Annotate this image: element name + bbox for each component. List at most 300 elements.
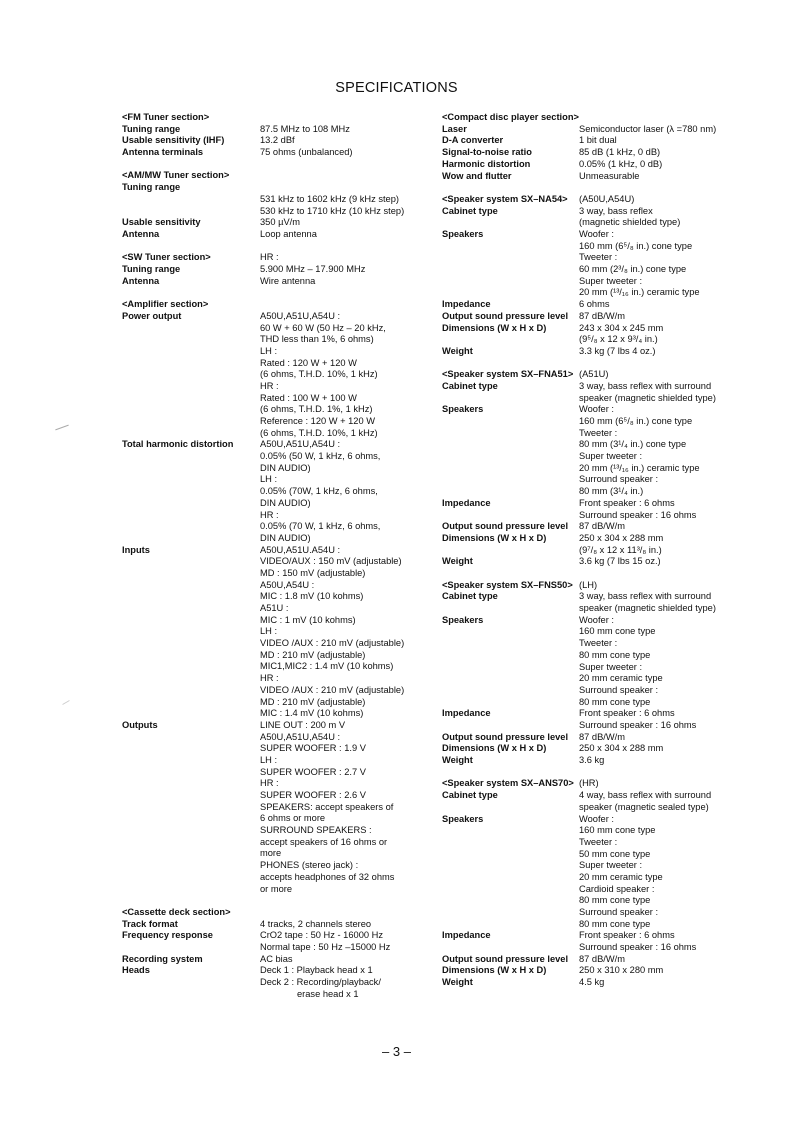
spec-values [579, 732, 762, 744]
spec-value-line: A50U,A51U,A54U : [260, 439, 341, 450]
spec-value-line: 4 tracks, 2 channels stereo [260, 918, 372, 929]
spec-label: Power output [122, 310, 182, 321]
spec-values [579, 159, 762, 171]
spec-values [579, 591, 762, 614]
spec-value-line: 3.3 kg (7 lbs 4 oz.) [579, 345, 656, 356]
spec-values [579, 229, 762, 299]
spec-values [579, 954, 762, 966]
page-title: SPECIFICATIONS [335, 80, 458, 96]
spec-section [122, 170, 422, 240]
spec-row [122, 147, 422, 159]
section-title-value: (A51U) [579, 369, 609, 380]
spec-value-line: 20 mm (¹³/₁₆ in.) ceramic type [579, 287, 700, 298]
spec-value-line: SURROUND SPEAKERS : [260, 825, 372, 836]
spec-row [442, 743, 762, 755]
section-title: <SW Tuner section> [122, 252, 211, 263]
spec-value-line: MIC1,MIC2 : 1.4 mV (10 kohms) [260, 661, 394, 672]
spec-section [122, 299, 422, 895]
spec-row [442, 708, 762, 731]
section-title-row [122, 252, 422, 264]
spec-value-line: THD less than 1%, 6 ohms) [260, 334, 374, 345]
section-title-row [122, 299, 422, 311]
spec-value-line: (6 ohms, T.H.D. 1%, 1 kHz) [260, 404, 373, 415]
spec-label: Dimensions (W x H x D) [442, 322, 547, 333]
section-title-value: HR : [260, 252, 279, 263]
spec-value-line: erase head x 1 [297, 988, 359, 999]
spec-value-line: HR : [260, 509, 279, 520]
spec-values [260, 124, 422, 136]
spec-value-line: 250 x 310 x 280 mm [579, 965, 664, 976]
spec-values [260, 135, 422, 147]
spec-value-line: DIN AUDIO) [260, 462, 311, 473]
spec-row [122, 954, 422, 966]
spec-value-line: 87 dB/W/m [579, 521, 625, 532]
spec-value-line: 0.05% (50 W, 1 kHz, 6 ohms, [260, 451, 381, 462]
spec-values [260, 720, 422, 895]
spec-value-line: Deck 2 : Recording/playback/ [260, 977, 381, 988]
section-title: <Amplifier section> [122, 299, 209, 310]
spec-label: Track format [122, 918, 178, 929]
spec-value-line: PHONES (stereo jack) : [260, 860, 359, 871]
spec-value-line: 75 ohms (unbalanced) [260, 147, 353, 158]
spec-value-line: DIN AUDIO) [260, 532, 311, 543]
spec-values [579, 521, 762, 533]
spec-value-line: 20 mm (¹³/₁₆ in.) ceramic type [579, 462, 700, 473]
spec-value-line: 20 mm ceramic type [579, 871, 663, 882]
spec-values [579, 755, 762, 767]
spec-label: Antenna [122, 275, 160, 286]
spec-label: Dimensions (W x H x D) [442, 532, 547, 543]
spec-row [122, 930, 422, 953]
spec-label: Weight [442, 556, 473, 567]
spec-value-line: HR : [260, 380, 279, 391]
spec-values [579, 346, 762, 358]
spec-value-line: SPEAKERS: accept speakers of [260, 801, 394, 812]
spec-value-line: speaker (magnetic sealed type) [579, 801, 709, 812]
page-number: – 3 – [382, 1044, 411, 1059]
spec-value-line: 243 x 304 x 245 mm [579, 322, 664, 333]
spec-label: D-A converter [442, 135, 504, 146]
spec-label: Cabinet type [442, 790, 498, 801]
spec-value-line: speaker (magnetic shielded type) [579, 603, 716, 614]
section-title-row [122, 112, 422, 124]
spec-row [442, 533, 762, 556]
spec-label: Output sound pressure level [442, 521, 569, 532]
spec-value-line: 4 way, bass reflex with surround [579, 790, 712, 801]
left-column [122, 112, 422, 1000]
spec-row [442, 206, 762, 229]
spec-label: Speakers [442, 614, 484, 625]
spec-label: Impedance [442, 708, 491, 719]
spec-value-line: 0.05% (70W, 1 kHz, 6 ohms, [260, 486, 378, 497]
spec-label: Harmonic distortion [442, 158, 531, 169]
spec-value-line: 1 bit dual [579, 135, 617, 146]
spec-label: Frequency response [122, 930, 213, 941]
spec-label: Antenna terminals [122, 147, 204, 158]
spec-value-line: 87 dB/W/m [579, 731, 625, 742]
spec-value-line: (magnetic shielded type) [579, 217, 681, 228]
spec-values [579, 498, 762, 521]
spec-value-line: Surround speaker : [579, 474, 659, 485]
spec-value-line: 531 kHz to 1602 kHz (9 kHz step) [260, 193, 399, 204]
right-column [442, 112, 762, 989]
spec-value-line: 350 µV/m [260, 217, 300, 228]
spec-values [260, 545, 422, 720]
spec-value-line: 5.900 MHz – 17.900 MHz [260, 264, 366, 275]
spec-row [442, 615, 762, 709]
spec-values [579, 743, 762, 755]
spec-values [260, 147, 422, 159]
spec-value-line: A50U,A51U,A54U : [260, 310, 341, 321]
spec-label: Outputs [122, 719, 158, 730]
spec-value-line: more [260, 848, 282, 859]
spec-value-line: accepts headphones of 32 ohms [260, 871, 395, 882]
spec-value-line: Unmeasurable [579, 170, 640, 181]
spec-label: Speakers [442, 813, 484, 824]
spec-value-line: speaker (magnetic shielded type) [579, 392, 716, 403]
spec-value-line [260, 182, 422, 194]
spec-row [442, 159, 762, 171]
spec-value-line: (9⁵/₈ x 12 x 9³/₄ in.) [579, 334, 658, 345]
spec-value-line: Woofer : [579, 228, 614, 239]
spec-value-line: 60 mm (2³/₈ in.) cone type [579, 264, 687, 275]
spec-label: Impedance [442, 497, 491, 508]
spec-label: Weight [442, 345, 473, 356]
spec-values [579, 124, 762, 136]
section-title: <Speaker system SX–FNS50> [442, 579, 573, 590]
spec-values [579, 790, 762, 813]
spec-row [442, 930, 762, 953]
spec-section [442, 580, 762, 767]
spec-values [579, 147, 762, 159]
spec-value-line: 6 ohms [579, 299, 610, 310]
section-title-value: (HR) [579, 778, 599, 789]
spec-values [260, 264, 422, 276]
spec-values [260, 930, 422, 953]
spec-label: Speakers [442, 228, 484, 239]
spec-value-line: 13.2 dBf [260, 135, 295, 146]
spec-label: Tuning range [122, 182, 181, 193]
spec-value-line: VIDEO /AUX : 210 mV (adjustable) [260, 684, 405, 695]
spec-values [260, 311, 422, 440]
spec-value-line: 20 mm ceramic type [579, 673, 663, 684]
spec-label: Tuning range [122, 123, 181, 134]
spec-value-line: HR : [260, 778, 279, 789]
spec-value-line: SUPER WOOFER : 1.9 V [260, 743, 366, 754]
spec-value-line: (6 ohms, T.H.D. 10%, 1 kHz) [260, 369, 378, 380]
spec-value-line: LH : [260, 474, 278, 485]
spec-label: Heads [122, 965, 150, 976]
spec-row [442, 229, 762, 299]
spec-section [122, 907, 422, 1001]
spec-values [260, 217, 422, 229]
spec-value-line: (6 ohms, T.H.D. 10%, 1 kHz) [260, 427, 378, 438]
spec-label: Cabinet type [442, 380, 498, 391]
spec-value-line: 160 mm cone type [579, 825, 656, 836]
spec-value-line: Tweeter : [579, 638, 618, 649]
section-title-value: (LH) [579, 579, 598, 590]
spec-value-line: 530 kHz to 1710 kHz (10 kHz step) [260, 205, 405, 216]
spec-section [442, 194, 762, 358]
spec-row [442, 556, 762, 568]
spec-value-line: 160 mm (6⁵/₈ in.) cone type [579, 416, 693, 427]
section-title-row [122, 907, 422, 919]
spec-section [122, 112, 422, 159]
spec-row [442, 171, 762, 183]
spec-values [579, 311, 762, 323]
spec-value-line: 87 dB/W/m [579, 310, 625, 321]
spec-label: Recording system [122, 953, 203, 964]
spec-label: Speakers [442, 404, 484, 415]
section-title: <Speaker system SX–FNA51> [442, 369, 574, 380]
spec-values [579, 977, 762, 989]
spec-value-line: Surround speaker : 16 ohms [579, 509, 697, 520]
spec-row [442, 404, 762, 498]
spec-value-line: MIC : 1.8 mV (10 kohms) [260, 591, 364, 602]
spec-row [442, 323, 762, 346]
spec-value-line: 80 mm cone type [579, 895, 651, 906]
spec-value-line: Semiconductor laser (λ =780 nm) [579, 123, 717, 134]
spec-row [442, 814, 762, 931]
spec-label: Signal-to-noise ratio [442, 147, 532, 158]
spec-value-line: SUPER WOOFER : 2.7 V [260, 766, 366, 777]
spec-row [122, 311, 422, 440]
section-title-row [442, 194, 762, 206]
spec-label: Weight [442, 977, 473, 988]
spec-row [122, 439, 422, 544]
spec-value-line: MD : 210 mV (adjustable) [260, 696, 366, 707]
spec-value-line: Normal tape : 50 Hz –15000 Hz [260, 941, 391, 952]
spec-values [260, 276, 422, 288]
spec-value-line: 3 way, bass reflex [579, 205, 653, 216]
spec-row [442, 732, 762, 744]
spec-value-line: Surround speaker : 16 ohms [579, 719, 697, 730]
spec-value-line: MD : 150 mV (adjustable) [260, 567, 366, 578]
spec-row [122, 545, 422, 720]
spec-row [122, 276, 422, 288]
spec-value-line: VIDEO /AUX : 210 mV (adjustable) [260, 638, 405, 649]
spec-value-line: Woofer : [579, 614, 614, 625]
spec-row [442, 135, 762, 147]
section-title: <FM Tuner section> [122, 112, 210, 122]
spec-value-line: Loop antenna [260, 228, 317, 239]
spec-row [442, 346, 762, 358]
spec-value-line: A50U,A54U : [260, 579, 315, 590]
spec-value-line: 3 way, bass reflex with surround [579, 591, 712, 602]
spec-value-line: 160 mm (6⁵/₈ in.) cone type [579, 240, 693, 251]
spec-value-line: 0.05% (70 W, 1 kHz, 6 ohms, [260, 521, 381, 532]
spec-value-line: LH : [260, 345, 278, 356]
spec-value-line: Woofer : [579, 813, 614, 824]
spec-value-line: SUPER WOOFER : 2.6 V [260, 790, 366, 800]
spec-value-line: MD : 210 mV (adjustable) [260, 649, 366, 660]
spec-row [442, 147, 762, 159]
spec-row [122, 720, 422, 895]
spec-value-line: Super tweeter : [579, 275, 643, 286]
section-title: <Cassette deck section> [122, 906, 231, 917]
spec-row [442, 790, 762, 813]
spec-section [442, 778, 762, 988]
spec-value-line: LINE OUT : 200 m V [260, 719, 346, 730]
spec-values [579, 556, 762, 568]
spec-value-line: 80 mm cone type [579, 696, 651, 707]
spec-label: Cabinet type [442, 205, 498, 216]
scan-mark [62, 700, 69, 705]
spec-value-line: 3.6 kg [579, 755, 605, 766]
spec-row [122, 182, 422, 217]
spec-value-line: 80 mm (3¹/₄ in.) [579, 486, 644, 497]
spec-values [260, 439, 422, 544]
spec-value-line: (9⁷/₈ x 12 x 11³/₈ in.) [579, 544, 662, 555]
spec-value-line: Surround speaker : [579, 907, 659, 918]
spec-row [122, 264, 422, 276]
spec-section [442, 112, 762, 182]
spec-label: Laser [442, 123, 467, 134]
spec-label: Dimensions (W x H x D) [442, 743, 547, 754]
spec-label: Wow and flutter [442, 170, 512, 181]
spec-value-line: Wire antenna [260, 275, 316, 286]
spec-values [260, 965, 422, 1000]
spec-values [579, 814, 762, 931]
spec-value-line: Tweeter : [579, 427, 618, 438]
spec-label: Total harmonic distortion [122, 439, 234, 450]
spec-values [579, 135, 762, 147]
spec-value-line: 85 dB (1 kHz, 0 dB) [579, 147, 661, 158]
spec-value-line: Woofer : [579, 404, 614, 415]
spec-label: Impedance [442, 299, 491, 310]
spec-value-line: A50U,A51U,A54U : [260, 731, 341, 742]
spec-values [260, 182, 422, 217]
spec-row [442, 755, 762, 767]
spec-value-line: 250 x 304 x 288 mm [579, 532, 664, 543]
spec-value-line: 160 mm cone type [579, 626, 656, 637]
spec-label: Output sound pressure level [442, 310, 569, 321]
spec-value-line: Front speaker : 6 ohms [579, 497, 675, 508]
spec-value-line: 0.05% (1 kHz, 0 dB) [579, 158, 663, 169]
spec-value-line: 4.5 kg [579, 977, 605, 988]
spec-value-line: 60 W + 60 W (50 Hz – 20 kHz, [260, 322, 386, 333]
spec-values [579, 615, 762, 709]
spec-row [442, 124, 762, 136]
spec-value-line: Tweeter : [579, 836, 618, 847]
spec-value-line: Super tweeter : [579, 860, 643, 871]
spec-row [442, 954, 762, 966]
spec-value-line: 80 mm (3¹/₄ in.) cone type [579, 439, 687, 450]
spec-value-line: 3.6 kg (7 lbs 15 oz.) [579, 556, 661, 567]
spec-row [122, 229, 422, 241]
spec-row [442, 498, 762, 521]
spec-value-line: or more [260, 883, 293, 894]
spec-value-line: MIC : 1.4 mV (10 kohms) [260, 708, 364, 719]
spec-value-line: Deck 1 : Playback head x 1 [260, 965, 373, 976]
spec-row [442, 977, 762, 989]
section-title-row [442, 369, 762, 381]
spec-row [442, 299, 762, 311]
section-title-row [442, 778, 762, 790]
spec-label: Output sound pressure level [442, 731, 569, 742]
spec-value-line: Reference : 120 W + 120 W [260, 416, 375, 426]
spec-value-line: A50U,A51U.A54U : [260, 544, 341, 555]
spec-value-line: 80 mm cone type [579, 649, 651, 660]
spec-value-line: 50 mm cone type [579, 848, 651, 859]
spec-section [442, 369, 762, 568]
spec-value-line: 3 way, bass reflex with surround [579, 380, 712, 391]
section-title: <Speaker system SX–NA54> [442, 193, 568, 204]
spec-values [579, 930, 762, 953]
spec-values [579, 381, 762, 404]
spec-value-line: MIC : 1 mV (10 kohms) [260, 614, 356, 625]
spec-values [260, 229, 422, 241]
spec-values [579, 299, 762, 311]
spec-label: Cabinet type [442, 591, 498, 602]
spec-row [122, 965, 422, 1000]
section-title-row [122, 170, 422, 182]
spec-value-line: CrO2 tape : 50 Hz - 16000 Hz [260, 930, 383, 941]
spec-value-line: LH : [260, 626, 278, 637]
spec-row [442, 521, 762, 533]
spec-row [442, 381, 762, 404]
spec-value-line: 87 dB/W/m [579, 953, 625, 964]
spec-section [122, 252, 422, 287]
spec-values [579, 965, 762, 977]
spec-values [579, 323, 762, 346]
section-title-row [442, 580, 762, 592]
scan-mark [55, 425, 68, 431]
spec-row [442, 591, 762, 614]
spec-value-line: VIDEO/AUX : 150 mV (adjustable) [260, 556, 402, 567]
spec-row [442, 965, 762, 977]
spec-row [122, 135, 422, 147]
spec-values [579, 206, 762, 229]
spec-row [122, 919, 422, 931]
spec-values [260, 954, 422, 966]
spec-value-line: Rated : 100 W + 100 W [260, 392, 357, 403]
section-title: <Compact disc player section> [442, 112, 579, 122]
spec-value-line: Front speaker : 6 ohms [579, 708, 675, 719]
spec-value-line: Front speaker : 6 ohms [579, 930, 675, 941]
spec-label: Output sound pressure level [442, 953, 569, 964]
spec-label: Tuning range [122, 264, 181, 275]
spec-label: Usable sensitivity (IHF) [122, 135, 225, 146]
spec-row [122, 124, 422, 136]
spec-values [579, 171, 762, 183]
spec-value-line: accept speakers of 16 ohms or [260, 836, 388, 847]
spec-row [122, 217, 422, 229]
spec-value-line: A51U : [260, 603, 289, 613]
spec-value-line: 80 mm cone type [579, 918, 651, 929]
spec-value-line: 250 x 304 x 288 mm [579, 743, 664, 754]
section-title: <AM/MW Tuner section> [122, 170, 230, 181]
spec-value-line: DIN AUDIO) [260, 497, 311, 508]
spec-value-line: Super tweeter : [579, 451, 643, 462]
spec-label: Impedance [442, 930, 491, 941]
spec-value-line: Surround speaker : 16 ohms [579, 942, 697, 953]
section-title-row [442, 112, 762, 124]
spec-value-line: 6 ohms or more [260, 813, 326, 824]
section-title: <Speaker system SX–ANS70> [442, 778, 574, 789]
spec-values [260, 919, 422, 931]
spec-row [442, 311, 762, 323]
spec-label: Weight [442, 755, 473, 766]
spec-value-line: 87.5 MHz to 108 MHz [260, 123, 350, 134]
spec-value-line: AC bias [260, 953, 293, 964]
spec-value-line: Surround speaker : [579, 684, 659, 695]
spec-label: Usable sensitivity [122, 217, 201, 228]
spec-value-line: Tweeter : [579, 252, 618, 263]
spec-values [579, 533, 762, 556]
spec-value-line: Cardioid speaker : [579, 883, 655, 894]
spec-values [579, 404, 762, 498]
